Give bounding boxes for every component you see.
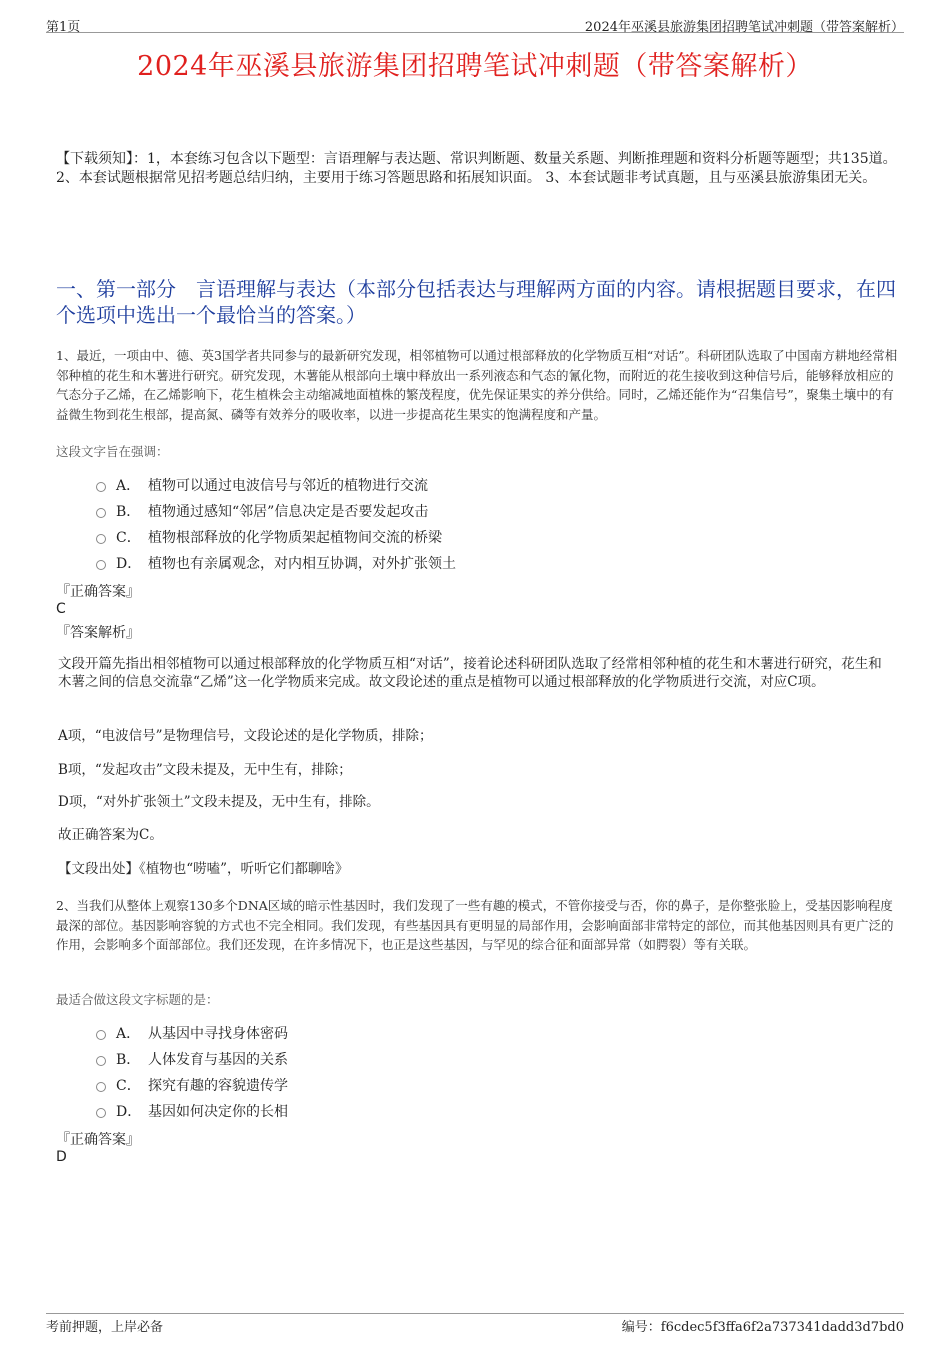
option-a[interactable]: A． 植物可以通过电波信号与邻近的植物进行交流 bbox=[96, 472, 456, 498]
footer-slogan: 考前押题，上岸必备 bbox=[46, 1320, 164, 1335]
radio-icon[interactable] bbox=[96, 1108, 106, 1118]
header-doc-name: 2024年巫溪县旅游集团招聘笔试冲刺题（带答案解析） bbox=[584, 20, 904, 35]
radio-icon[interactable] bbox=[96, 1056, 106, 1066]
radio-icon[interactable] bbox=[96, 534, 106, 544]
option-c[interactable]: C． 植物根部释放的化学物质架起植物间交流的桥梁 bbox=[96, 524, 456, 550]
radio-icon[interactable] bbox=[96, 1082, 106, 1092]
analysis-line-a: A项，“电波信号”是物理信号，文段论述的是化学物质，排除； bbox=[58, 728, 433, 744]
page-number: 第1页 bbox=[46, 20, 81, 35]
question-2-prompt: 最适合做这段文字标题的是： bbox=[56, 992, 219, 1007]
analysis-paragraph: 文段开篇先指出相邻植物可以通过根部释放的化学物质互相“对话”，接着论述科研团队选取了经常相邻种植的花生和木薯进行研究，花生和木薯之间的信息交流靠“乙烯”这一化学物质来完成。故文段论述的重点是植物可以通过根部释放的化学物质进行交流，对应C项。 bbox=[58, 656, 882, 690]
answer-label: 『正确答案』 bbox=[56, 1132, 140, 1148]
question-2-options bbox=[96, 1020, 288, 1124]
analysis-conclusion: 故正确答案为C。 bbox=[58, 827, 163, 843]
section-title: 一、第一部分 言语理解与表达（本部分包括表达与理解两方面的内容。请根据题目要求，在四个选项中选出一个最恰当的答案。） bbox=[56, 277, 896, 327]
download-notice: 【下载须知】：1，本套练习包含以下题型：言语理解与表达题、常识判断题、数量关系题、判断推理题和资料分析题等题型；共135道。 2、本套试题根据常见招考题总结归纳，主要用于练习答题思路和拓展知识面。 3、本套试题非考试真题，且与巫溪县旅游集团无关。 bbox=[56, 151, 897, 186]
page-footer bbox=[46, 1313, 904, 1334]
document-title: 2024年巫溪县旅游集团招聘笔试冲刺题（带答案解析） bbox=[137, 51, 813, 82]
option-d[interactable]: D． 基因如何决定你的长相 bbox=[96, 1098, 288, 1124]
question-1-text: 1、最近，一项由中、德、英3国学者共同参与的最新研究发现，相邻植物可以通过根部释放的化学物质互相“对话”。科研团队选取了中国南方耕地经常相邻种植的花生和木薯进行研究。研究发现，木薯能从根部向土壤中释放出一系列液态和气态的氰化物，而附近的花生接收到这种信号后，能够释放相应的气态分子乙烯，在乙烯影响下，花生植株会主动缩减地面植株的繁茂程度，优先保证果实的养分供给。同时，乙烯还能作为“召集信号”，聚集土壤中的有益微生物到花生根部，提高氮、磷等有效养分的吸收率，以进一步提高花生果实的饱满程度和产量。 bbox=[56, 348, 898, 422]
option-c[interactable]: C． 探究有趣的容貌遗传学 bbox=[96, 1072, 288, 1098]
option-a[interactable]: A． 从基因中寻找身体密码 bbox=[96, 1020, 288, 1046]
analysis-label: 『答案解析』 bbox=[56, 625, 140, 641]
question-2-text: 2、当我们从整体上观察130多个DNA区域的暗示性基因时，我们发现了一些有趣的模式，不管你接受与否，你的鼻子，是你整张脸上，受基因影响程度最深的部位。基因影响容貌的方式也不完全相同。我们发现，有些基因具有更明显的局部作用，会影响面部非常特定的部位，而其他基因则具有更广泛的作用，会影响多个面部部位。我们还发现，在许多情况下，也正是这些基因，与罕见的综合征和面部异常（如腭裂）等有关联。 bbox=[56, 898, 894, 952]
radio-icon[interactable] bbox=[96, 560, 106, 570]
question-1-prompt: 这段文字旨在强调： bbox=[56, 444, 169, 459]
radio-icon[interactable] bbox=[96, 508, 106, 518]
question-1-options bbox=[96, 472, 456, 576]
answer-label: 『正确答案』 bbox=[56, 584, 140, 600]
option-b[interactable]: B． 人体发育与基因的关系 bbox=[96, 1046, 288, 1072]
analysis-line-d: D项，“对外扩张领土”文段未提及，无中生有，排除。 bbox=[58, 794, 380, 810]
analysis-source: 【文段出处】《植物也“唠嗑”，听听它们都聊啥》 bbox=[58, 861, 349, 877]
radio-icon[interactable] bbox=[96, 1030, 106, 1040]
option-d[interactable]: D． 植物也有亲属观念，对内相互协调，对外扩张领土 bbox=[96, 550, 456, 576]
correct-answer: D bbox=[56, 1149, 67, 1165]
page-header bbox=[46, 14, 904, 33]
correct-answer: C bbox=[56, 601, 66, 617]
radio-icon[interactable] bbox=[96, 482, 106, 492]
footer-code: 编号：f6cdec5f3ffa6f2a737341dadd3d7bd0 bbox=[621, 1320, 904, 1335]
option-b[interactable]: B． 植物通过感知“邻居”信息决定是否要发起攻击 bbox=[96, 498, 456, 524]
analysis-line-b: B项，“发起攻击”文段未提及，无中生有，排除； bbox=[58, 762, 352, 778]
